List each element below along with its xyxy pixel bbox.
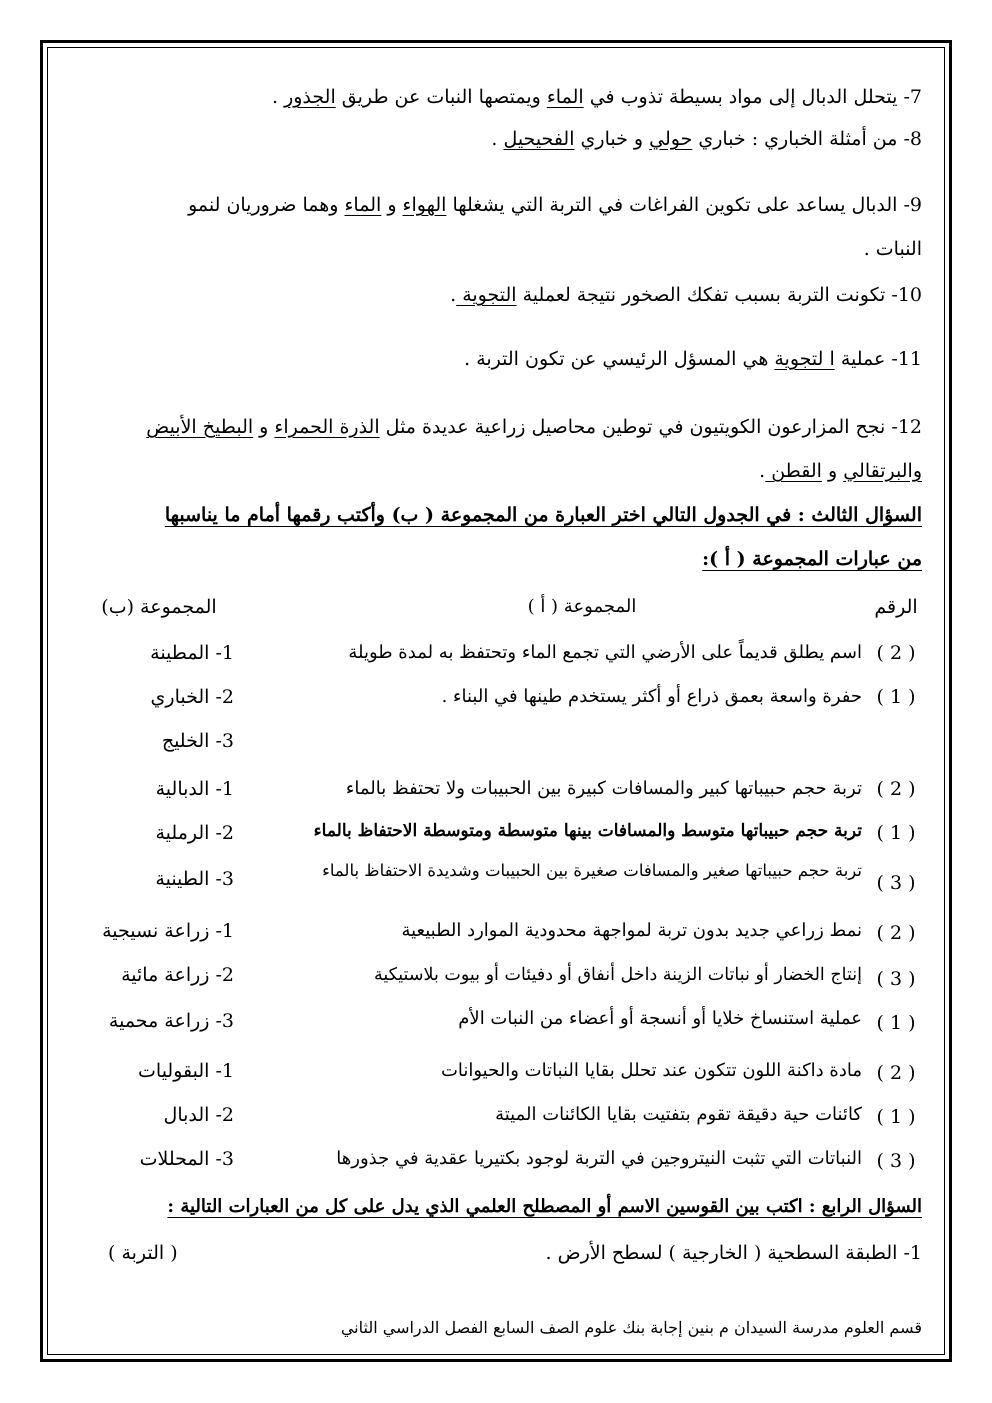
table-row <box>60 956 924 1000</box>
item-9-text-mid: و <box>381 194 403 216</box>
item-8 <box>66 126 922 152</box>
row-statement: تربة حجم حبيباتها متوسط والمسافات بينها متوسطة ومتوسطة الاحتفاظ بالماء <box>313 821 862 841</box>
row-option: 1- المطينة <box>150 642 234 664</box>
row-option: 3- الطينية <box>155 868 234 890</box>
row-answer: ( 3 ) <box>876 968 916 990</box>
row-answer: ( 2 ) <box>876 778 916 800</box>
row-option: 3- المحللات <box>139 1148 234 1170</box>
item-11 <box>66 346 922 372</box>
row-option: 3- الخليج <box>161 730 234 752</box>
table-header <box>60 580 924 632</box>
item-9-text: 9- الدبال يساعد على تكوين الفراغات في التربة التي يشغلها <box>446 194 922 216</box>
question-3-title: السؤال الثالث : في الجدول التالي اختر العبارة من المجموعة ( ب) وأكتب رقمها أمام ما يناسبها <box>164 504 922 526</box>
row-statement: حفرة واسعة بعمق ذراع أو أكثر يستخدم طينها في البناء . <box>441 686 862 707</box>
question-4-answer-1: ( التربة ) <box>108 1242 178 1264</box>
row-answer: ( 2 ) <box>876 1062 916 1084</box>
row-option: 1- الدبالية <box>155 778 234 800</box>
item-12-answer-1: الذرة الحمراء <box>274 416 380 438</box>
header-group-b: المجموعة (ب) <box>101 596 217 618</box>
row-answer: ( 3 ) <box>876 1150 916 1172</box>
item-12-text-mid: و <box>253 416 275 438</box>
header-group-a: المجموعة ( أ ) <box>527 596 637 617</box>
question-3-title-cont: من عبارات المجموعة ( أ ): <box>702 548 922 570</box>
item-9-text-cont: النبات . <box>863 238 922 260</box>
item-9-continuation <box>66 236 922 262</box>
item-7-answer-2: الجذور <box>284 86 336 108</box>
item-7-text-mid: ويمتصها النبات عن طريق <box>335 86 547 108</box>
row-statement: تربة حجم حبيباتها صغير والمسافات صغيرة بين الحبيبات وشديدة الاحتفاظ بالماء <box>322 861 862 880</box>
row-option: 3- زراعة محمية <box>108 1010 234 1032</box>
table-row <box>60 816 924 854</box>
row-option: 2- الدبال <box>163 1104 234 1126</box>
item-9-answer-1: الهواء <box>402 194 447 216</box>
question-4-title: السؤال الرابع : اكتب بين القوسين الاسم أو المصطلح العلمي الذي يدل على كل من العبارات التالية : <box>167 1196 922 1217</box>
item-7-answer-1: الماء <box>546 86 584 108</box>
row-option: 2- الخباري <box>150 686 234 708</box>
table-row <box>60 720 924 768</box>
row-statement: إنتاج الخضار أو نباتات الزينة داخل أنفاق أو دفيئات أو بيوت بلاستيكية <box>373 965 862 985</box>
row-option: 1- البقوليات <box>138 1060 234 1082</box>
item-8-answer-2: الفحيحيل <box>503 128 575 150</box>
item-12-text-end: . <box>759 460 766 482</box>
item-12-text: 12- نجح المزارعون الكويتيون في توطين محاصيل زراعية عديدة مثل <box>379 416 922 438</box>
header-num: الرقم <box>874 596 918 618</box>
item-9 <box>66 192 922 218</box>
row-option: 1- زراعة نسيجية <box>102 920 234 942</box>
item-9-text-end: وهما ضروريان لنمو <box>188 194 345 216</box>
row-option: 2- الرملية <box>155 822 234 844</box>
item-10-answer: التجوية <box>456 284 517 306</box>
table-row <box>60 1096 924 1138</box>
row-statement: نمط زراعي جديد بدون تربة لمواجهة محدودية الموارد الطبيعية <box>401 920 862 941</box>
row-answer: ( 1 ) <box>876 822 916 844</box>
page-footer: قسم العلوم مدرسة السيدان م بنين إجابة بنك علوم الصف السابع الفصل الدراسي الثاني <box>340 1318 922 1337</box>
row-answer: ( 2 ) <box>876 642 916 664</box>
row-statement: مادة داكنة اللون تتكون عند تحلل بقايا النباتات والحيوانات <box>440 1060 862 1081</box>
table-row <box>60 768 924 816</box>
table-row <box>60 1054 924 1096</box>
item-7-text: 7- يتحلل الدبال إلى مواد بسيطة تذوب في <box>583 86 922 108</box>
row-statement: النباتات التي تثبت النيتروجين في التربة لوجود بكتيريا عقدية في جذورها <box>336 1148 862 1169</box>
row-answer: ( 2 ) <box>876 922 916 944</box>
item-7 <box>66 84 922 110</box>
item-12-answer-4: القطن <box>765 460 822 482</box>
row-answer: ( 1 ) <box>876 1012 916 1034</box>
table-row <box>60 912 924 956</box>
item-11-answer: ا لتجوية <box>774 348 835 370</box>
item-11-text: 11- عملية <box>834 348 922 370</box>
item-8-text-mid: و خباري <box>574 128 650 150</box>
matching-table <box>60 580 924 1182</box>
question-4-item-1 <box>66 1240 922 1266</box>
table-row <box>60 676 924 720</box>
table-row <box>60 854 924 912</box>
row-answer: ( 1 ) <box>876 686 916 708</box>
row-statement: تربة حجم حبيباتها كبير والمسافات كبيرة بين الحبيبات ولا تحتفظ بالماء <box>345 778 862 799</box>
row-statement: كائنات حية دقيقة تقوم بتفتيت بقايا الكائنات الميتة <box>495 1104 862 1125</box>
table-row <box>60 632 924 676</box>
item-12 <box>66 414 922 440</box>
item-12-answer-3: والبرتقالي <box>843 460 922 482</box>
row-answer: ( 1 ) <box>876 1106 916 1128</box>
item-12-answer-2: البطيخ الأبيض <box>146 416 254 438</box>
table-row <box>60 1138 924 1182</box>
item-12-text-mid2: و <box>821 460 844 482</box>
row-answer: ( 3 ) <box>876 872 916 894</box>
item-8-text: 8- من أمثلة الخباري : خباري <box>692 128 922 150</box>
row-statement: اسم يطلق قديماً على الأرضي التي تجمع الماء وتحتفظ به لمدة طويلة <box>348 642 862 663</box>
row-option: 2- زراعة مائية <box>121 964 234 986</box>
item-8-text-end: . <box>491 128 504 150</box>
item-12-continuation <box>66 458 922 484</box>
item-10-text-end: . <box>450 284 457 306</box>
item-9-answer-2: الماء <box>344 194 382 216</box>
item-8-answer-1: حولي <box>649 128 693 150</box>
item-10 <box>66 282 922 308</box>
item-11-text-end: هي المسؤل الرئيسي عن تكون التربة . <box>464 348 775 370</box>
row-statement: عملية استنساخ خلايا أو أنسجة أو أعضاء من النبات الأم <box>458 1008 862 1029</box>
table-row <box>60 1000 924 1054</box>
item-7-text-end: . <box>271 86 285 108</box>
question-4-item-1-text: 1- الطبقة السطحية ( الخارجية ) لسطح الأرض . <box>545 1242 922 1264</box>
item-10-text: 10- تكونت التربة بسبب تفكك الصخور نتيجة لعملية <box>516 284 922 306</box>
